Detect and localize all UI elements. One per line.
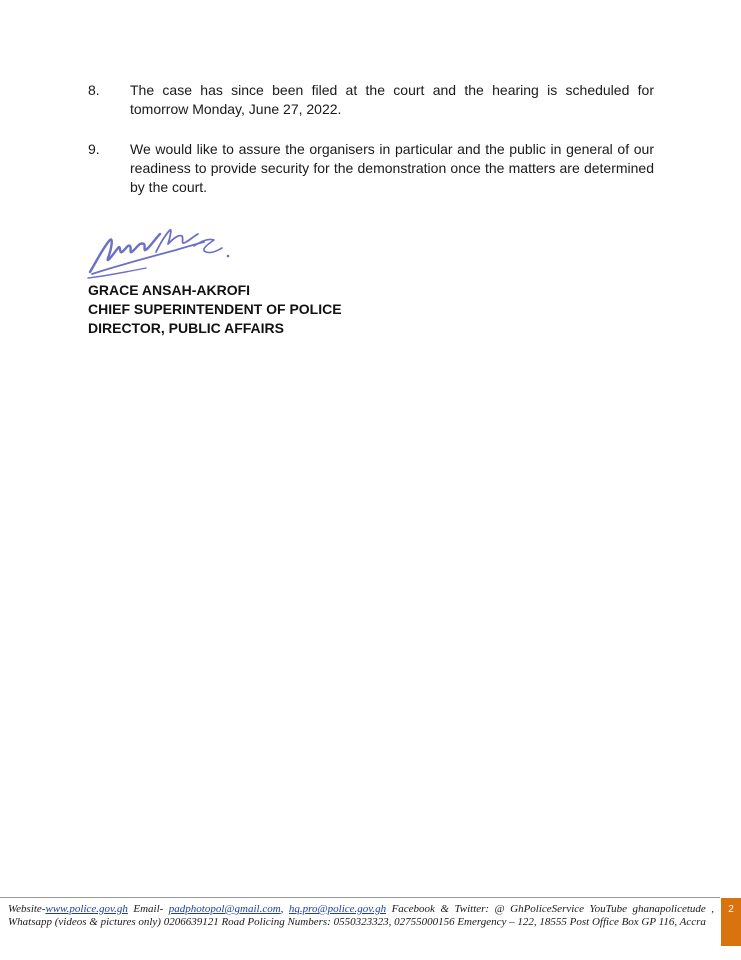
paragraph-text: We would like to assure the organisers in particular and the public in general of our readiness to provide security for the demonstration once the matters are determined by the court.: [130, 141, 654, 195]
paragraph-number: 9.: [88, 141, 100, 157]
website-label: Website-: [8, 903, 46, 915]
paragraph-8: [88, 81, 654, 119]
paragraph-9: [88, 140, 654, 197]
email-link-2[interactable]: hq.pro@police.gov.gh: [288, 903, 387, 915]
email-separator: ,: [280, 903, 284, 915]
signatory-rank: CHIEF SUPERINTENDENT OF POLICE: [88, 301, 342, 317]
page-number-tab: [721, 898, 741, 946]
footer-contact-info: [8, 903, 714, 928]
website-link[interactable]: www.police.gov.gh: [45, 903, 128, 915]
email-link-1[interactable]: padphotopol@gmail.com: [168, 903, 281, 915]
signatory-block: [88, 281, 342, 338]
paragraph-text: The case has since been filed at the court and the hearing is scheduled for tomorrow Monday, June 27, 2022.: [130, 82, 654, 117]
handwritten-signature: [86, 222, 236, 282]
email-label: Email-: [133, 903, 164, 915]
signatory-position: DIRECTOR, PUBLIC AFFAIRS: [88, 320, 285, 336]
paragraph-number: 8.: [88, 82, 100, 98]
footer-social-text: Facebook & Twitter: @ GhPoliceService YouTube ghanapolicetude , Whatsapp (videos & pictures only) 0206639121 Road Policing Numbers: 0550323323, 02755000156 Emergency – 122, 18555 Post Office Box GP 116, Accra: [8, 903, 715, 928]
footer-divider: [0, 897, 720, 898]
page-number: 2: [728, 904, 734, 915]
signatory-name: GRACE ANSAH-AKROFI: [88, 282, 251, 298]
